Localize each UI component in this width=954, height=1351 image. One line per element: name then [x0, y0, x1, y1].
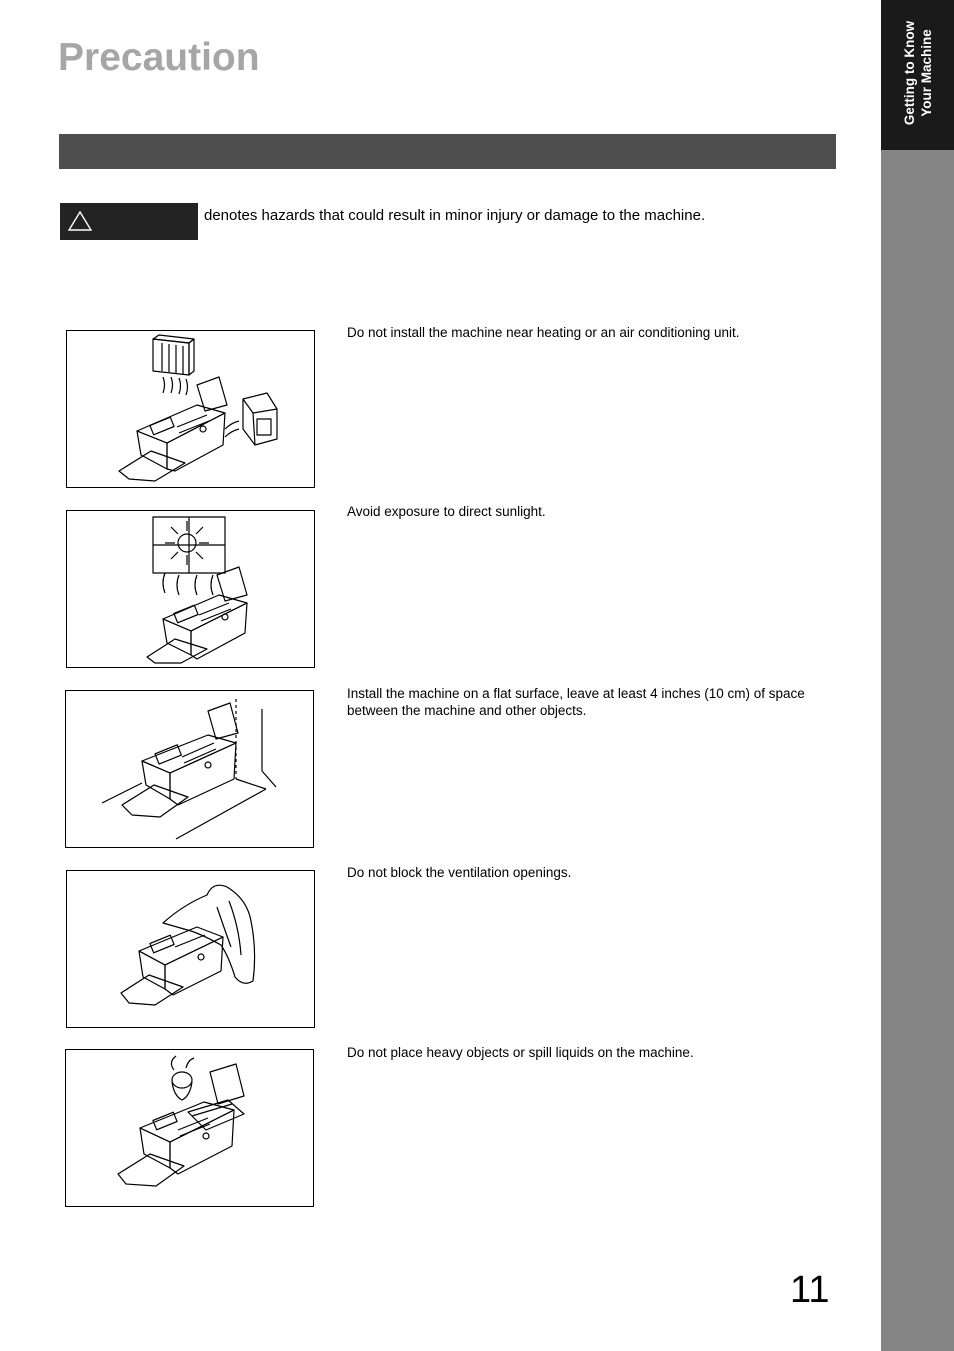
precaution-item-5: Do not place heavy objects or spill liquids on the machine.: [347, 1045, 694, 1060]
fax-spill-illustration: [65, 1049, 314, 1207]
precaution-item-2: Avoid exposure to direct sunlight.: [347, 504, 546, 519]
caution-description: denotes hazards that could result in minor injury or damage to the machine.: [204, 207, 706, 224]
fax-sunlight-illustration: [66, 510, 315, 668]
fax-clearance-illustration: [65, 690, 314, 848]
precaution-item-3: Install the machine on a flat surface, leave at least 4 inches (10 cm) of space between the machine and other objects.: [347, 686, 805, 718]
section-tab: [881, 0, 954, 150]
side-strip: [881, 150, 954, 1351]
page-number: 11: [790, 1269, 830, 1311]
precaution-item-1: Do not install the machine near heating or an air conditioning unit.: [347, 325, 740, 340]
precaution-item-4: Do not block the ventilation openings.: [347, 865, 572, 880]
section-header-bar: [59, 134, 836, 169]
page-title: Precaution: [58, 36, 260, 79]
fax-covered-illustration: [66, 870, 315, 1028]
section-tab-line-1: Getting to Know: [902, 20, 917, 126]
warning-triangle-icon: [67, 210, 93, 232]
caution-badge: [60, 203, 198, 240]
fax-near-heater-illustration: [66, 330, 315, 488]
section-tab-line-2: Your Machine: [919, 29, 934, 117]
section-tab-label: [901, 21, 935, 125]
